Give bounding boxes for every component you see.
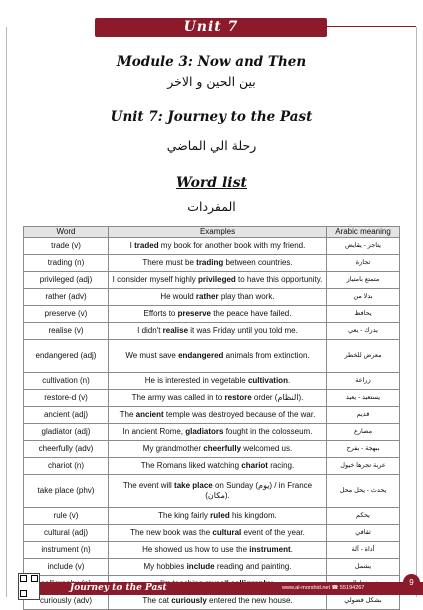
example-cell: [109, 424, 327, 441]
table-row: [24, 424, 400, 441]
unit-label: Unit 7: [183, 19, 239, 35]
table-row: [24, 525, 400, 542]
example-keyword: trading: [196, 258, 224, 267]
example-keyword: instrument: [249, 545, 291, 554]
example-text: it was Friday until you told me.: [188, 326, 298, 335]
example-keyword: curiously: [171, 596, 207, 605]
example-keyword: ancient: [135, 410, 164, 419]
example-text: between countries.: [223, 258, 293, 267]
table-row: [24, 390, 400, 407]
table-row: [24, 458, 400, 475]
example-cell: [109, 407, 327, 424]
example-cell: [109, 373, 327, 390]
example-text: We must save: [125, 351, 179, 360]
word-cell: cultural (adj): [24, 525, 109, 542]
example-text: The new book was the: [130, 528, 213, 537]
example-keyword: gladiators: [185, 427, 224, 436]
word-cell: realise (v): [24, 323, 109, 340]
example-cell: [109, 390, 327, 407]
footer-url: www.al-morshid.net ☎ 55194267: [282, 585, 365, 591]
table-header-row: [24, 227, 400, 238]
word-cell: cultivation (n): [24, 373, 109, 390]
example-keyword: privileged: [198, 275, 236, 284]
example-text: I: [129, 241, 135, 250]
example-keyword: include: [186, 562, 215, 571]
table-row: [24, 559, 400, 576]
example-text: on Sunday (يوم) / in France (مكان).: [205, 481, 313, 500]
example-text: event of the year.: [241, 528, 305, 537]
arabic-meaning-cell: متمتع بامتياز: [327, 272, 400, 289]
word-cell: preserve (v): [24, 306, 109, 323]
example-text: The event will: [122, 481, 175, 490]
word-cell: include (v): [24, 559, 109, 576]
word-cell: take place (phv): [24, 475, 109, 508]
example-cell: [109, 238, 327, 255]
table-row: [24, 407, 400, 424]
table-row: [24, 238, 400, 255]
example-text: my book for another book with my friend.: [158, 241, 306, 250]
example-text: The king fairly: [158, 511, 211, 520]
example-keyword: cultural: [212, 528, 242, 537]
example-text: Efforts to: [143, 309, 178, 318]
unit-title: Unit 7: Journey to the Past: [110, 109, 313, 125]
example-text: play than work.: [218, 292, 275, 301]
header-examples: Examples: [109, 227, 327, 238]
table-row: [24, 255, 400, 272]
word-cell: ancient (adj): [24, 407, 109, 424]
example-cell: [109, 255, 327, 272]
word-cell: gladiator (adj): [24, 424, 109, 441]
example-text: He would: [160, 292, 196, 301]
example-text: My grandmother: [142, 444, 204, 453]
example-cell: [109, 475, 327, 508]
table-row: [24, 323, 400, 340]
example-text: to have this opportunity.: [235, 275, 323, 284]
example-keyword: chariot: [241, 461, 268, 470]
arabic-meaning-cell: بدلا من: [327, 289, 400, 306]
arabic-meaning-cell: يتاجر - يقايض: [327, 238, 400, 255]
arabic-meaning-cell: تجارة: [327, 255, 400, 272]
example-text: order (النظام).: [251, 393, 304, 402]
word-cell: rather (adv): [24, 289, 109, 306]
example-text: the peace have failed.: [210, 309, 292, 318]
table-row: [24, 441, 400, 458]
example-keyword: cheerfully: [203, 444, 242, 453]
arabic-meaning-cell: ببهجة - بفرح: [327, 441, 400, 458]
arabic-meaning-cell: يستعيد - يعيد: [327, 390, 400, 407]
header-arabic-meaning: Arabic meaning: [327, 227, 400, 238]
example-text: I consider myself highly: [112, 275, 198, 284]
arabic-meaning-cell: قديم: [327, 407, 400, 424]
example-cell: [109, 272, 327, 289]
arabic-meaning-cell: أداة - آلة: [327, 542, 400, 559]
arabic-meaning-cell: معرض للخطر: [327, 340, 400, 373]
word-cell: trade (v): [24, 238, 109, 255]
table-row: [24, 508, 400, 525]
example-cell: [109, 289, 327, 306]
example-cell: [109, 323, 327, 340]
word-cell: rule (v): [24, 508, 109, 525]
arabic-meaning-cell: مصارع: [327, 424, 400, 441]
example-keyword: preserve: [177, 309, 211, 318]
wordlist-title: Word list: [176, 175, 247, 191]
word-cell: endangered (adj): [24, 340, 109, 373]
example-text: The cat: [142, 596, 172, 605]
table-row: [24, 373, 400, 390]
example-cell: [109, 525, 327, 542]
page-number: 9: [403, 574, 420, 591]
table-row: [24, 289, 400, 306]
footer-title: Journey to the Past: [70, 583, 167, 593]
word-list-table: [23, 226, 400, 610]
example-text: welcomed us.: [241, 444, 293, 453]
example-text: reading and painting.: [214, 562, 292, 571]
arabic-meaning-cell: يحدث - يحل محل: [327, 475, 400, 508]
example-keyword: realise: [162, 326, 189, 335]
example-text: The: [119, 410, 136, 419]
example-cell: [109, 340, 327, 373]
module-title-arabic: بين الحين و الاخر: [167, 74, 256, 89]
arabic-meaning-cell: عربة تجرها خيول: [327, 458, 400, 475]
example-cell: [109, 441, 327, 458]
example-keyword: rather: [195, 292, 219, 301]
example-keyword: ruled: [210, 511, 230, 520]
example-keyword: take place: [174, 481, 213, 490]
example-keyword: cultivation: [247, 376, 288, 385]
example-text: .: [287, 376, 291, 385]
arabic-meaning-cell: زراعة: [327, 373, 400, 390]
example-cell: [109, 559, 327, 576]
example-text: The Romans liked watching: [140, 461, 242, 470]
arabic-meaning-cell: يشمل: [327, 559, 400, 576]
example-text: I didn't: [137, 326, 163, 335]
example-text: .: [290, 545, 293, 554]
example-text: There must be: [142, 258, 197, 267]
arabic-meaning-cell: ثقافي: [327, 525, 400, 542]
example-text: his kingdom.: [229, 511, 277, 520]
example-cell: [109, 306, 327, 323]
example-text: My hobbies: [143, 562, 187, 571]
example-keyword: restore: [224, 393, 252, 402]
arabic-meaning-cell: يحافظ: [327, 306, 400, 323]
example-keyword: traded: [134, 241, 159, 250]
arabic-meaning-cell: يدرك - يعي: [327, 323, 400, 340]
table-row: [24, 475, 400, 508]
example-text: He is interested in vegetable: [144, 376, 248, 385]
word-cell: chariot (n): [24, 458, 109, 475]
table-row: [24, 340, 400, 373]
table-row: [24, 542, 400, 559]
example-cell: [109, 508, 327, 525]
table-row: [24, 272, 400, 289]
wordlist-title-arabic: المفردات: [187, 199, 236, 214]
module-title: Module 3: Now and Then: [116, 54, 307, 70]
table-row: [24, 306, 400, 323]
word-cell: restore-d (v): [24, 390, 109, 407]
example-cell: [109, 542, 327, 559]
example-text: In ancient Rome,: [122, 427, 186, 436]
word-cell: cheerfully (adv): [24, 441, 109, 458]
word-cell: privileged (adj): [24, 272, 109, 289]
arabic-meaning-cell: بشكل فضولي: [327, 593, 400, 610]
qr-code: [18, 573, 40, 600]
example-text: fought in the colosseum.: [223, 427, 313, 436]
example-text: temple was destroyed because of the war.: [163, 410, 316, 419]
example-keyword: endangered: [178, 351, 224, 360]
example-text: He showed us how to use the: [142, 545, 250, 554]
word-cell: instrument (n): [24, 542, 109, 559]
example-text: animals from extinction.: [223, 351, 310, 360]
header-rule: [322, 26, 416, 27]
header-word: Word: [24, 227, 109, 238]
word-cell: trading (n): [24, 255, 109, 272]
unit-title-arabic: رحلة الي الماضي: [166, 138, 257, 153]
example-text: entered the new house.: [206, 596, 293, 605]
example-cell: [109, 458, 327, 475]
word-cell: curiously (adv): [24, 593, 109, 610]
unit-banner: [95, 18, 327, 37]
example-text: racing.: [267, 461, 295, 470]
example-text: The army was called in to: [131, 393, 225, 402]
arabic-meaning-cell: يحكم: [327, 508, 400, 525]
